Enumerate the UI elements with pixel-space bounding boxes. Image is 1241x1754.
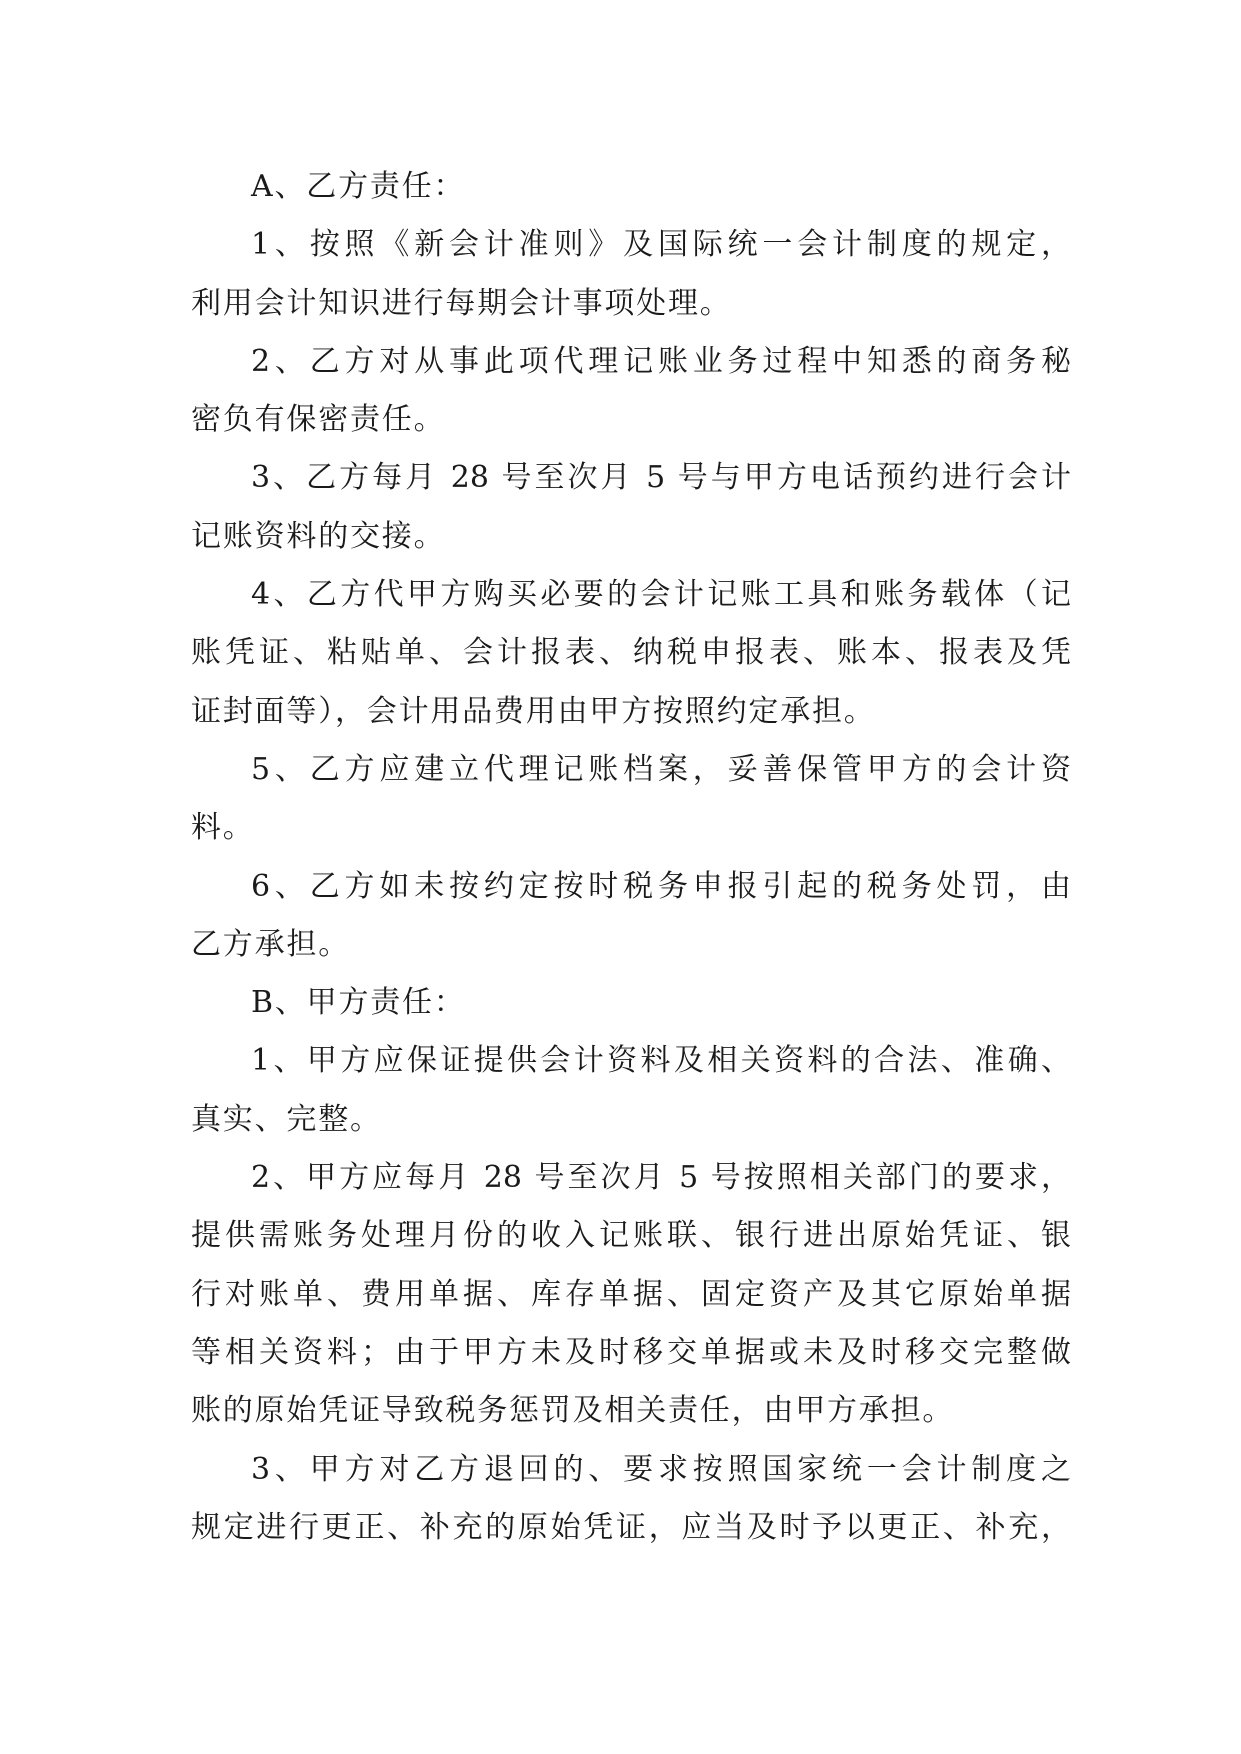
document-body (191, 158, 1071, 1557)
text-line: 2、乙方对从事此项代理记账业务过程中知悉的商务秘 (251, 343, 1071, 379)
text-line: 6、乙方如未按约定按时税务申报引起的税务处罚，由 (251, 868, 1071, 904)
text-line: 1、甲方应保证提供会计资料及相关资料的合法、准确、 (251, 1043, 1071, 1079)
text-line: 记账资料的交接。 (191, 518, 446, 554)
text-line: 2、甲方应每月 28 号至次月 5 号按照相关部门的要求， (251, 1160, 1071, 1196)
text-line: 3、甲方对乙方退回的、要求按照国家统一会计制度之 (251, 1451, 1071, 1487)
text-line: 乙方承担。 (191, 926, 350, 962)
text-line: B、甲方责任： (251, 985, 466, 1021)
text-line: 5、乙方应建立代理记账档案，妥善保管甲方的会计资 (251, 751, 1071, 787)
text-line: A、乙方责任： (251, 169, 466, 204)
text-line: 规定进行更正、补充的原始凭证，应当及时予以更正、补充， (191, 1509, 1071, 1545)
text-line: 密负有保密责任。 (191, 402, 446, 438)
text-line: 真实、完整。 (191, 1101, 382, 1137)
text-line: 证封面等），会计用品费用由甲方按照约定承担。 (191, 693, 876, 729)
text-line: 料。 (191, 810, 255, 846)
text-line: 行对账单、费用单据、库存单据、固定资产及其它原始单据 (191, 1276, 1071, 1312)
text-line: 提供需账务处理月份的收入记账联、银行进出原始凭证、银 (191, 1218, 1071, 1254)
text-line: 4、乙方代甲方购买必要的会计记账工具和账务载体（记 (251, 577, 1071, 613)
text-line: 账的原始凭证导致税务惩罚及相关责任，由甲方承担。 (191, 1393, 955, 1429)
text-line: 利用会计知识进行每期会计事项处理。 (191, 285, 732, 321)
text-line: 账凭证、粘贴单、会计报表、纳税申报表、账本、报表及凭 (191, 635, 1071, 671)
text-line: 等相关资料；由于甲方未及时移交单据或未及时移交完整做 (191, 1334, 1071, 1370)
text-line: 1、按照《新会计准则》及国际统一会计制度的规定， (251, 227, 1071, 263)
text-line: 3、乙方每月 28 号至次月 5 号与甲方电话预约进行会计 (251, 460, 1071, 496)
